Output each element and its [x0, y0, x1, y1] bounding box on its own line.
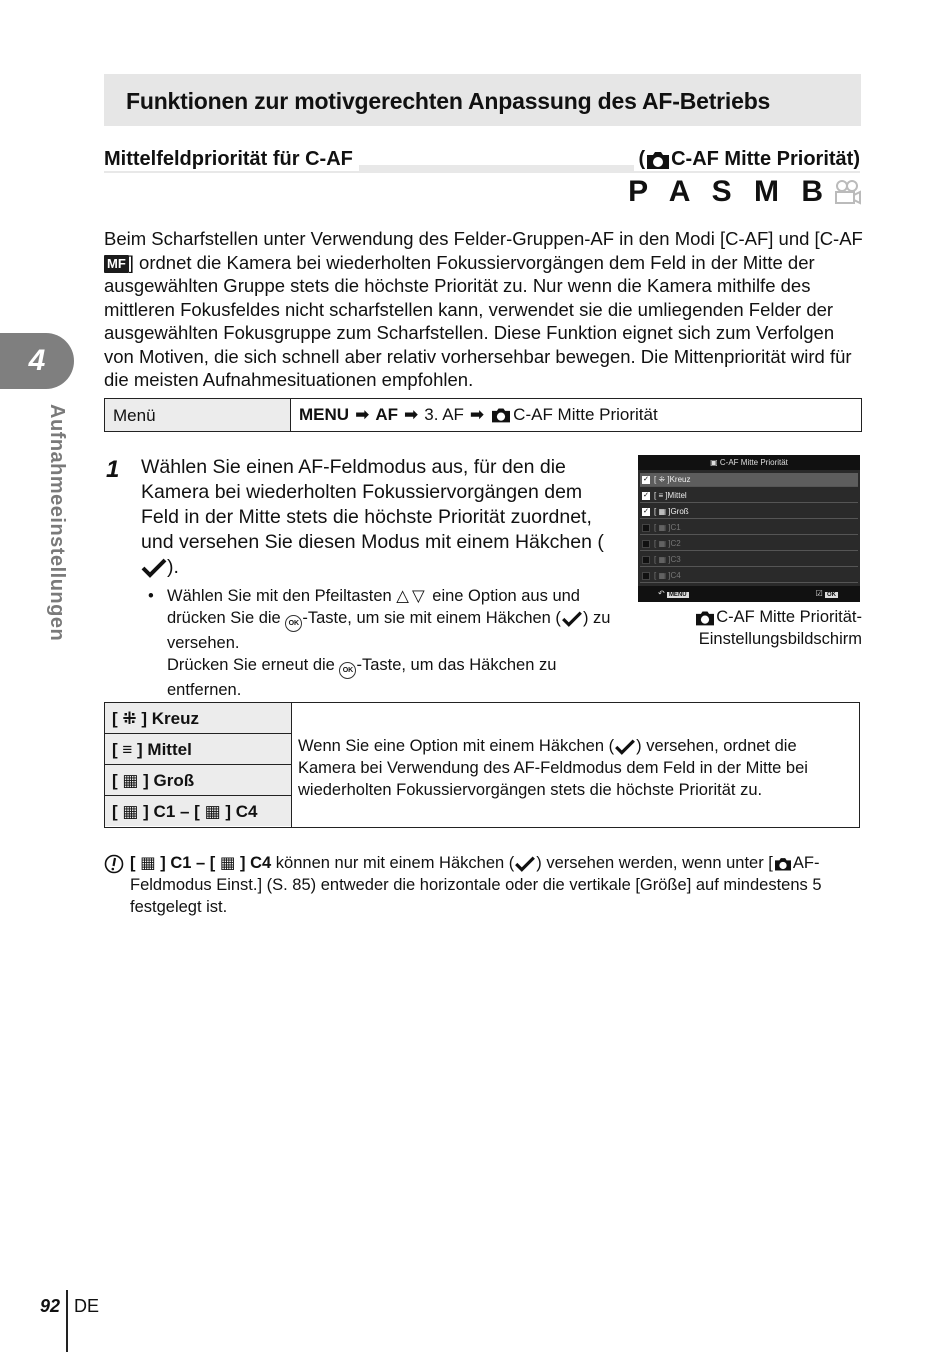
intro-text-2: ] ordnet die Kamera bei wiederholten Fokussiervorgängen dem Feld in der Mitte der ausgewählten Gruppe stets die höchste Priorität zu. Nur wenn die Kamera mithilfe des mittleren Fokusfeldes nicht scharfstellen kann, verwendet sie die umliegenden Felder der ausgewählten Fokusgruppe zum Scharfstellen. Diese Funktion eignet sich zum Verfolgen von Motiven, die sich schnell aber relativ vorhersehbar bewegen. Die Mittenpriorität wird für die meisten Aufnahmesituationen empfohlen. — [104, 251, 852, 390]
screen-footer — [638, 586, 860, 602]
chapter-label: Aufnahmeeinstellungen — [46, 404, 68, 642]
screen-row-label: [ ▦ ]C3 — [654, 555, 681, 564]
option-kreuz: [ ⁜ ] Kreuz — [105, 703, 291, 734]
movie-mode-icon — [832, 179, 862, 205]
caution-icon — [104, 854, 124, 874]
options-table — [104, 702, 860, 828]
arrow-icon: ➡ — [355, 405, 370, 424]
options-desc-2: ) versehen, ordnet die Kamera bei Verwendung des AF-Feldmodus dem Feld in der Mitte bei wiederholten Fokussiervorgängen stets die höchste Priorität zu. — [298, 737, 808, 799]
ok-button-icon: OK — [339, 662, 356, 679]
checkbox-icon: ☑ — [815, 589, 823, 598]
caption-line-1: C-AF Mitte Priorität- — [716, 608, 862, 626]
menu-item: 3. AF — [424, 405, 464, 424]
screen-row[interactable] — [640, 569, 858, 583]
options-labels — [105, 703, 292, 827]
af-keyword: AF — [375, 405, 398, 424]
note-text — [130, 852, 850, 918]
checkbox-icon: ✓ — [643, 508, 649, 515]
section-title: Mittelfeldpriorität für C-AF — [104, 148, 359, 171]
section-menu-reference — [634, 148, 860, 171]
back-icon: ↶ — [658, 589, 665, 598]
arrow-icon: ➡ — [403, 405, 419, 424]
options-desc-1: Wenn Sie eine Option mit einem Häkchen ( — [298, 737, 615, 755]
menu-target: C-AF Mitte Priorität — [513, 405, 658, 424]
camera-icon: ▣ — [710, 458, 718, 467]
menu-badge: MENU — [668, 592, 687, 598]
screen-row[interactable] — [640, 521, 858, 535]
screen-row[interactable] — [640, 505, 858, 519]
checkbox-icon — [642, 524, 650, 532]
ok-badge: OK — [827, 592, 836, 598]
bullet-text-6: -Taste, um das Häkchen zu entfernen. — [167, 656, 557, 699]
step-text — [141, 455, 611, 580]
note-text-2: ) versehen werden, wenn unter [ — [536, 854, 773, 872]
paren-open: ( — [638, 148, 646, 170]
note-text-3: AF-Feldmodus Einst.] (S. 85) entweder die horizontale oder die vertikale [Größe] auf mindestens 5 festgelegt ist. — [130, 854, 822, 916]
option-gross: [ ▦ ] Groß — [105, 765, 291, 796]
camera-icon — [490, 406, 512, 424]
section-menu-label: C-AF Mitte Priorität) — [671, 148, 860, 170]
options-description — [298, 735, 858, 801]
language-code: DE — [74, 1296, 100, 1316]
chapter-number: 4 — [28, 344, 46, 377]
checkmark-icon — [141, 558, 167, 578]
chapter-tab — [0, 333, 74, 389]
bullet-text — [167, 585, 622, 701]
back-button[interactable] — [658, 589, 689, 598]
checkmark-icon — [614, 739, 636, 755]
ok-button-icon: OK — [285, 615, 302, 632]
note-text-1: können nur mit einem Häkchen ( — [275, 854, 515, 872]
caption-line-2: Einstellungsbildschirm — [698, 630, 862, 648]
screen-row-label: [ ≡ ]Mittel — [654, 491, 687, 500]
screen-row[interactable] — [640, 537, 858, 551]
arrow-keys-icon: △▽ — [396, 587, 428, 605]
screen-row-label: [ ▦ ]C2 — [654, 539, 681, 548]
screen-row[interactable] — [640, 489, 858, 503]
bullet-text-1: Wählen Sie mit den Pfeiltasten — [167, 587, 392, 605]
title-band — [104, 74, 861, 126]
bullet-text-2: eine Option aus und drücken Sie die — [167, 587, 580, 627]
option-mittel: [ ≡ ] Mittel — [105, 734, 291, 765]
camera-icon — [773, 856, 793, 872]
screen-row-label: [ ▦ ]C4 — [654, 571, 681, 580]
checkmark-icon — [561, 611, 583, 627]
camera-icon — [694, 609, 716, 627]
screen-row[interactable] — [640, 473, 858, 487]
confirm-button[interactable] — [816, 589, 838, 598]
checkbox-icon — [642, 572, 650, 580]
menu-path — [291, 399, 861, 431]
menu-path-table — [104, 398, 862, 432]
screen-row-label: [ ⁜ ]Kreuz — [654, 475, 691, 484]
footer-divider — [66, 1290, 68, 1352]
menu-label: Menü — [105, 399, 291, 431]
camera-icon — [645, 149, 671, 171]
screen-row-label: [ ▦ ]Groß — [654, 507, 689, 516]
option-custom: [ ▦ ] C1 – [ ▦ ] C4 — [105, 796, 291, 826]
page-title: Funktionen zur motivgerechten Anpassung des AF-Betriebs — [126, 88, 771, 114]
checkbox-icon: ✓ — [643, 476, 649, 483]
note-lead: [ ▦ ] C1 – [ ▦ ] C4 — [130, 854, 272, 872]
bullet-dot: • — [148, 587, 154, 605]
camera-screen — [638, 455, 860, 602]
screen-row-label: [ ▦ ]C1 — [654, 523, 681, 532]
checkbox-icon — [642, 540, 650, 548]
screen-header — [638, 455, 860, 470]
screen-caption — [640, 606, 862, 650]
mf-badge: MF — [104, 255, 129, 273]
screen-row[interactable] — [640, 553, 858, 567]
screen-title: C-AF Mitte Priorität — [719, 458, 788, 467]
mode-letters: P A S M B — [628, 175, 830, 208]
checkmark-icon — [514, 856, 536, 872]
bullet-text-5: Drücken Sie erneut die — [167, 656, 335, 674]
step-number: 1 — [106, 456, 120, 483]
step-text-2: ). — [167, 556, 179, 578]
intro-paragraph — [104, 227, 864, 392]
arrow-icon: ➡ — [469, 405, 485, 424]
intro-text-1: Beim Scharfstellen unter Verwendung des Felder-Gruppen-AF in den Modi [C-AF] und [C-AF — [104, 228, 863, 249]
checkbox-icon — [642, 556, 650, 564]
bullet-text-4: ) zu versehen. — [167, 609, 611, 652]
checkbox-icon: ✓ — [643, 492, 649, 499]
shooting-modes — [628, 175, 862, 209]
bullet-text-3: -Taste, um sie mit einem Häkchen ( — [302, 609, 561, 627]
page-number: 92 — [40, 1296, 61, 1316]
step-text-1: Wählen Sie einen AF-Feldmodus aus, für den die Kamera bei wiederholten Fokussiervorgängen dem Feld in der Mitte stets die höchste Priorität zuordnet, und versehen Sie diesen Modus mit einem Häkchen ( — [141, 456, 604, 553]
menu-keyword: MENU — [299, 405, 350, 424]
